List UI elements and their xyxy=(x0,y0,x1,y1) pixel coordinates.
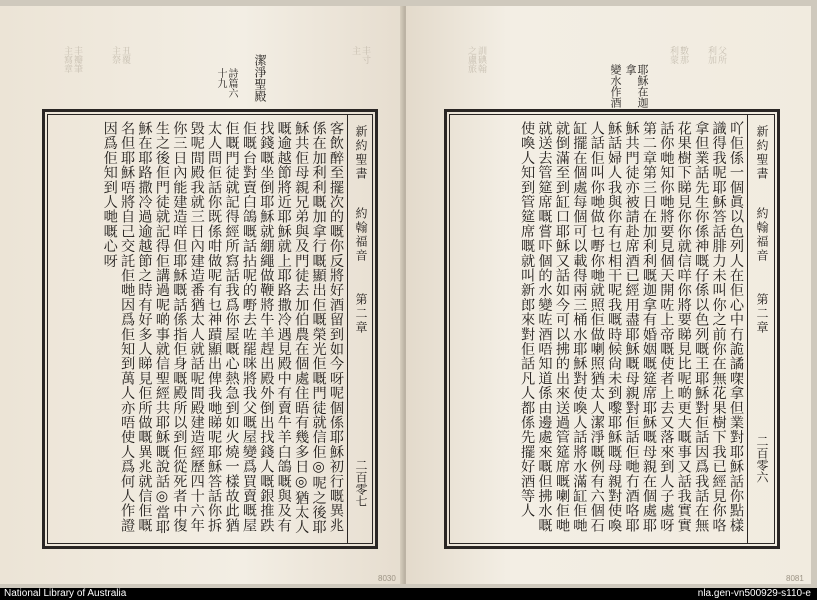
text-frame-inner xyxy=(449,114,775,544)
left-page xyxy=(0,6,404,584)
margin-note: 潔淨聖殿 xyxy=(253,54,267,102)
margin-note: 耶穌在迦拿 xyxy=(624,64,649,108)
text-frame-inner xyxy=(47,114,373,544)
right-page xyxy=(406,6,811,584)
bleed-through-text: 訓碘翰 之盧旅 xyxy=(466,46,486,73)
bleed-through-text: 丰瓣筆 主寫章 xyxy=(62,46,82,73)
header-book: 新約聖書 xyxy=(354,125,368,181)
header-chapter: 第二章 xyxy=(755,293,769,335)
item-identifier: nla.gen-vn500929-s110-e xyxy=(697,588,811,599)
library-credit: National Library of Australia xyxy=(4,588,127,599)
running-header xyxy=(347,115,372,543)
bleed-through-text: 父所 利加 xyxy=(706,46,726,64)
attribution-bar xyxy=(0,588,817,600)
text-frame xyxy=(444,109,780,549)
margin-note: 變水作酒 xyxy=(609,64,622,108)
text-frame xyxy=(42,109,378,549)
page-number: 二百零七 xyxy=(354,459,368,507)
page-number: 二百零六 xyxy=(755,435,769,483)
margin-note: 詩篇六十九 xyxy=(215,68,237,98)
body-text: 吖佢係一個眞以色列人在佢心中冇詭譎㗎拿但業對耶穌話你點樣識得我呢耶穌答話腓力未叫你之前你在無花果樹下我已經見你咯拿但業話先生你係神嘅仔係以色列嘅王耶穌對佢話因爲我話在無花果樹下睇見你你就信咩你將要睇見比呢啲更大嘅事又話我實實話你哋知你哋將要見個天開咗上帝嘅使者上去又落來到人子處呀第二章第三日在加利利嘅迦拿有婚姻嘅筵席耶穌嘅母親在個處耶穌共門徒亦被請赴席酒已經用盡耶穌嘅母親對佢話佢哋冇酒咯耶穌話婦人我與你有乜相干呢我嘅時候尙未到嚟耶穌嘅母親對使喚人話佢叫你哋做乜嘢你哋就照佢做喇照猶太人潔淨嘅例有六個石缸擺在個處每個可以載得兩三桶水耶穌對使喚人話將水滿缸佢哋就倒滿至到缸口耶穌又話如今可以拂的出來送過管筵席嘅喇佢哋就送去管筵席嘅嘗吓個的水變咗酒唔知道係由邊處來嘅但拂水嘅使喚人知到管筵席嘅就叫新郎來對佢話凡人都係先擺好酒等人 xyxy=(519,121,744,533)
bleed-through-text: 數那 利蒙 xyxy=(668,46,688,64)
header-gospel: 約翰福音 xyxy=(755,207,769,263)
running-header xyxy=(747,115,774,543)
body-text: 客飲醉至擺次的嘅你反將好酒留到如今呀呢個係耶穌初行嘅異兆係在加利利嘅加拿行嘅顯出佢嘅榮光佢嘅門徒就信佢◎呢之後耶穌共佢母親兄弟與及門徒去加伯農在個處住晤有幾多日◎猶太人嘅逾越節將近耶穌就上耶路撒冷遇見殿中有賣牛羊白鴿嘅與及有找錢嘅坐倒耶穌就綳繩做鞭將牛羊趕出殿外倒出找錢人嘅銀推跌佢嘅台對賣白鴿嘅話拈呢的嘢去咗罷咪將我父嘅屋變爲買賣嘅屋佢嘅門徒就記得經所寫話我爲你屋嘅心熱急到如火燒一樣故此猶太人問佢話你既係咁做呢有乜神蹟顯出俾我哋睇呢耶穌答話你拆毀呢間殿我就三日內建造番猶太人就話呢間殿建造經歷四十六年你三日內能建造咩但耶穌嘅話係指佢身嘅殿所以到佢從死者中復生之後佢門徒就記得佢講過呢啲事就信聖經共耶穌嘅說話◎當耶穌在耶路撒冷過逾越節之時有好多人睇見佢所做嘅異兆就信佢嘅名但耶穌唔將自己交託佢哋因爲佢知到萬人亦唔使人爲何人作證因爲佢知到人哋嘅心呀 xyxy=(101,121,344,535)
archive-stamp: 8030 xyxy=(378,574,396,583)
header-gospel: 約翰福音 xyxy=(354,207,368,263)
bleed-through-text: 丰寸 主 xyxy=(350,46,370,64)
header-book: 新約聖書 xyxy=(755,125,769,181)
header-chapter: 第二章 xyxy=(354,293,368,335)
archive-stamp: 8081 xyxy=(786,574,804,583)
bleed-through-text: 丑覆 主祭 xyxy=(110,46,130,64)
